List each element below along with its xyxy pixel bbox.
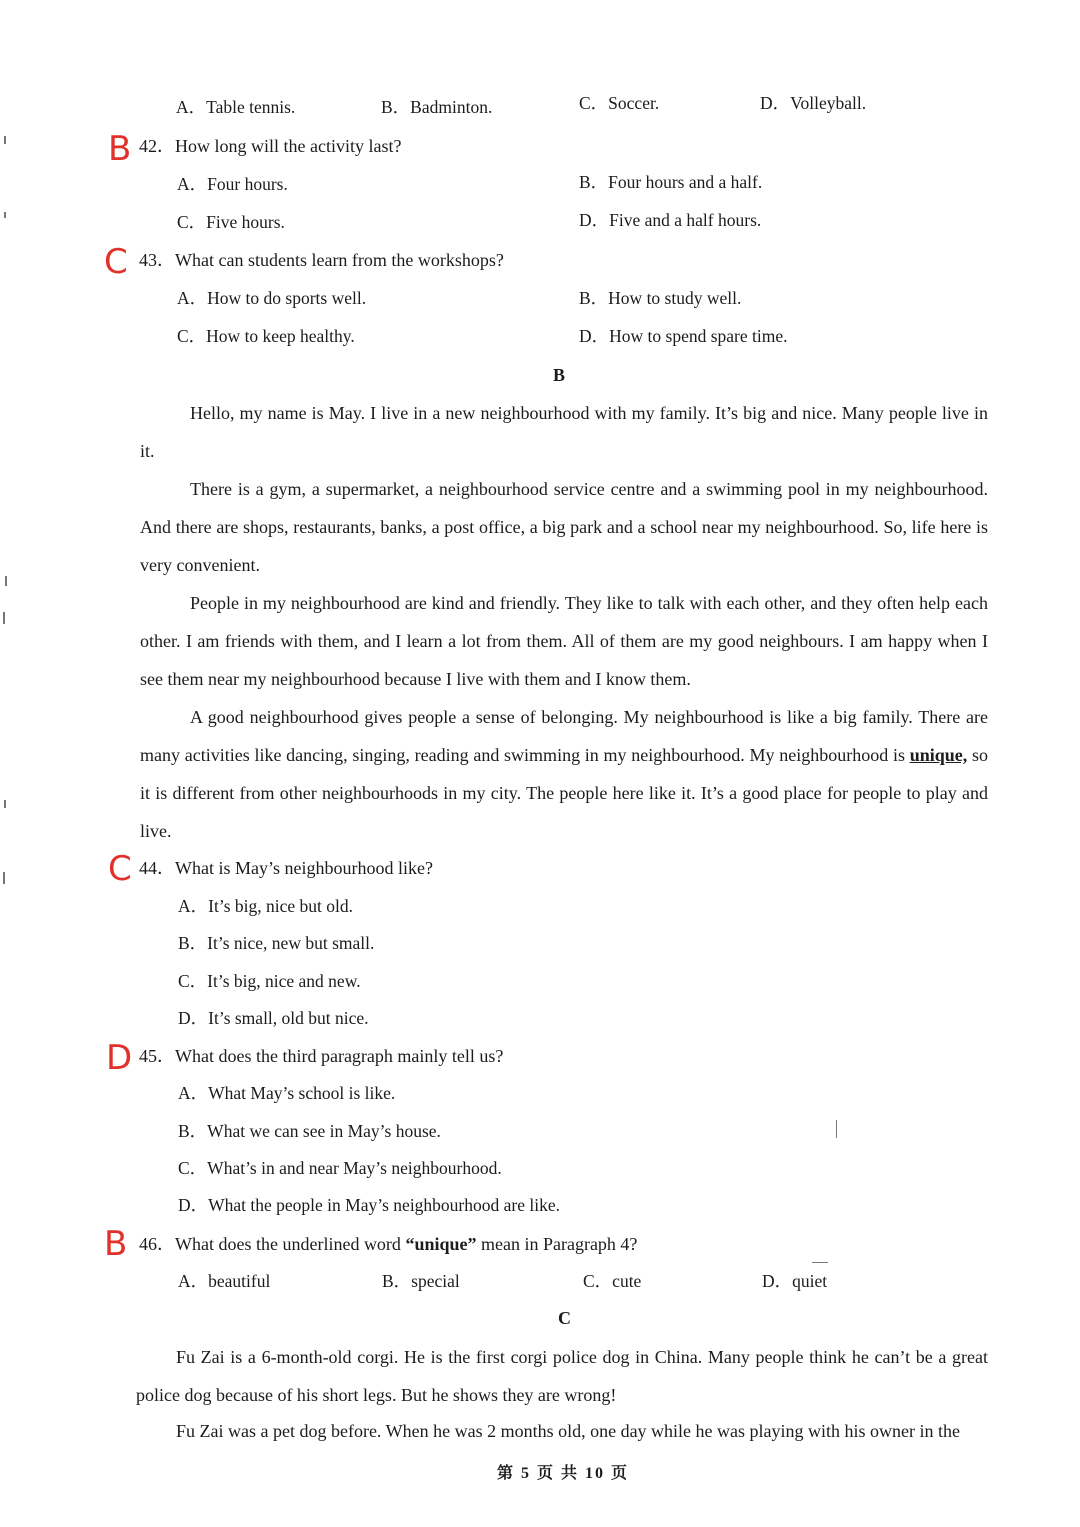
- scan-speck: [5, 576, 7, 586]
- passage-c-paragraph-2: [136, 1412, 988, 1450]
- answer-mark-45: D: [106, 1038, 133, 1078]
- question-46-text: 46．What does the underlined word: [139, 1234, 406, 1254]
- passage-b-paragraph-4: [140, 698, 988, 850]
- q41-option-b: B．Badminton.: [381, 97, 493, 117]
- q44-option-b: B．It’s nice, new but small.: [178, 933, 375, 953]
- passage-b-paragraph-4-rest: so it is different from other neighbourhoods in my city. The people here like it. It’s a good place for people to play and live.: [140, 745, 988, 841]
- answer-mark-42: B: [108, 129, 132, 169]
- q42-option-c: C．Five hours.: [177, 212, 285, 232]
- q41-option-a: A．Table tennis.: [176, 97, 296, 117]
- q42-option-a: A．Four hours.: [177, 174, 288, 194]
- scan-speck: [4, 212, 6, 218]
- scan-speck: [4, 136, 6, 144]
- passage-b-paragraph-3-text: People in my neighbourhood are kind and friendly. They like to talk with each other, and they often help each other. I am friends with them, and I learn a lot from them. All of them are my good neighbours. I am happy when I see them near my neighbourhood because I live with them and I know them.: [140, 593, 988, 689]
- q46-option-a: A．beautiful: [178, 1271, 271, 1291]
- q46-option-d: D．quiet: [762, 1271, 828, 1291]
- question-45: 45．What does the third paragraph mainly tell us?: [139, 1046, 504, 1066]
- q43-option-c: C．How to keep healthy.: [177, 326, 355, 346]
- scan-speck: [812, 1262, 828, 1263]
- passage-b-paragraph-4-text: A good neighbourhood gives people a sense of belonging. My neighbourhood is like a big family. There are many activities like dancing, singing, reading and swimming in my neighbourhood. My neighbourhood is: [140, 707, 988, 765]
- q44-option-d: D．It’s small, old but nice.: [178, 1008, 369, 1028]
- page-number-footer: 第 5 页 共 10 页: [497, 1465, 630, 1482]
- section-heading-c: C: [558, 1308, 571, 1328]
- question-46-word: “unique”: [405, 1234, 477, 1254]
- scan-speck: [4, 800, 6, 808]
- passage-c-paragraph-1-text: Fu Zai is a 6-month-old corgi. He is the first corgi police dog in China. Many people think he can’t be a great police dog because of his short legs. But he shows they are wrong!: [136, 1347, 988, 1405]
- q46-option-c: C．cute: [583, 1271, 642, 1291]
- scan-speck: [3, 872, 5, 884]
- answer-mark-44: C: [108, 849, 132, 889]
- question-43: 43．What can students learn from the workshops?: [139, 250, 504, 270]
- q45-option-a: A．What May’s school is like.: [178, 1083, 396, 1103]
- section-heading-b: B: [553, 365, 566, 385]
- question-46-rest: mean in Paragraph 4?: [476, 1234, 638, 1254]
- question-46: [139, 1233, 637, 1255]
- q44-option-c: C．It’s big, nice and new.: [178, 971, 361, 991]
- answer-mark-43: C: [104, 242, 128, 282]
- q46-option-b: B．special: [382, 1271, 460, 1291]
- scan-speck: [3, 612, 5, 624]
- passage-c-paragraph-1: [136, 1338, 988, 1414]
- q41-option-d: D．Volleyball.: [760, 93, 867, 113]
- q45-option-d: D．What the people in May’s neighbourhood are like.: [178, 1195, 560, 1215]
- passage-b-paragraph-1-text: Hello, my name is May. I live in a new neighbourhood with my family. It’s big and nice. Many people live in it.: [140, 403, 988, 461]
- passage-b-paragraph-1: [140, 394, 988, 470]
- passage-b-paragraph-2: [140, 470, 988, 584]
- q43-option-d: D．How to spend spare time.: [579, 326, 788, 346]
- q44-option-a: A．It’s big, nice but old.: [178, 896, 353, 916]
- question-44: 44．What is May’s neighbourhood like?: [139, 858, 433, 878]
- answer-mark-46: B: [104, 1224, 128, 1264]
- underlined-word-unique: unique,: [909, 745, 968, 765]
- q45-option-b: B．What we can see in May’s house.: [178, 1121, 441, 1141]
- q42-option-d: D．Five and a half hours.: [579, 210, 762, 230]
- passage-c-paragraph-2-text: Fu Zai was a pet dog before. When he was 2 months old, one day while he was playing with his owner in the: [176, 1421, 961, 1441]
- q41-option-c: C．Soccer.: [579, 93, 660, 113]
- q43-option-b: B．How to study well.: [579, 288, 742, 308]
- q43-option-a: A．How to do sports well.: [177, 288, 367, 308]
- passage-b-paragraph-3: [140, 584, 988, 698]
- passage-b-paragraph-2-text: There is a gym, a supermarket, a neighbourhood service centre and a swimming pool in my neighbourhood. And there are shops, restaurants, banks, a post office, a big park and a school near my neighbourhood. So, life here is very convenient.: [140, 479, 988, 575]
- q45-option-c: C．What’s in and near May’s neighbourhood.: [178, 1158, 502, 1178]
- scan-speck: [836, 1120, 837, 1138]
- question-42: 42．How long will the activity last?: [139, 136, 402, 156]
- q42-option-b: B．Four hours and a half.: [579, 172, 763, 192]
